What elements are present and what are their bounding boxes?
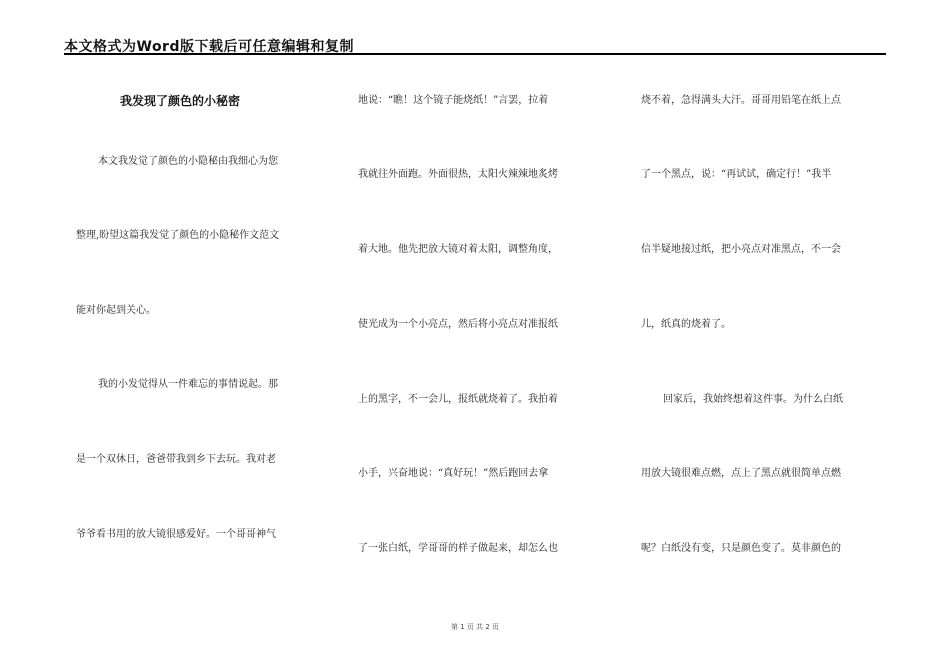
column-1-line: 爷爷看书用的放大镜很感爱好。一个哥哥神气 xyxy=(76,529,276,540)
page-number: 第 1 页 共 2 页 xyxy=(450,623,500,631)
column-3-line: 回家后，我始终想着这件事。为什么白纸 xyxy=(663,394,843,405)
column-3-line: 信半疑地接过纸，把小亮点对准黑点，不一会 xyxy=(641,244,841,255)
column-1-line: 我的小发觉得从一件难忘的事情说起。那 xyxy=(98,379,278,390)
column-2-line: 着大地。他先把放大镜对着太阳，调整角度， xyxy=(358,244,558,255)
column-2-line: 我就往外面跑。外面很热，太阳火辣辣地炙烤 xyxy=(358,169,558,180)
column-2-line: 使光成为一个小亮点，然后将小亮点对准报纸 xyxy=(358,319,558,330)
column-3-line: 呢？白纸没有变，只是颜色变了。莫非颜色的 xyxy=(641,543,841,554)
column-2-line: 了一张白纸，学哥哥的样子做起来，却怎么也 xyxy=(358,543,558,554)
column-2-line: 小手，兴奋地说：“真好玩！”然后跑回去拿 xyxy=(358,468,549,479)
header-divider xyxy=(64,53,886,55)
column-3-line: 烧不着，急得满头大汗。哥哥用铅笔在纸上点 xyxy=(641,95,841,106)
column-3-line: 了一个黑点，说：“再试试，确定行！”我半 xyxy=(641,169,832,180)
column-1-line: 能对你起到关心。 xyxy=(76,305,156,316)
column-3-line: 儿，纸真的烧着了。 xyxy=(641,319,731,330)
column-2-line: 地说：“瞧！这个镜子能烧纸！”言罢，拉着 xyxy=(358,95,549,106)
document-header-title: 本文格式为Word版下载后可任意编辑和复制 xyxy=(64,39,354,55)
column-3-line: 用放大镜很难点燃，点上了黑点就很简单点燃 xyxy=(641,468,841,479)
column-1-line: 是一个双休日，爸爸带我到乡下去玩。我对老 xyxy=(76,454,276,465)
column-2-line: 上的黑字，不一会儿，报纸就烧着了。我拍着 xyxy=(358,394,558,405)
document-title: 我发现了颜色的小秘密 xyxy=(120,94,241,108)
column-1-line: 整理,盼望这篇我发觉了颜色的小隐秘作文范文 xyxy=(76,230,280,241)
column-1-line: 本文我发觉了颜色的小隐秘由我细心为您 xyxy=(98,156,278,167)
